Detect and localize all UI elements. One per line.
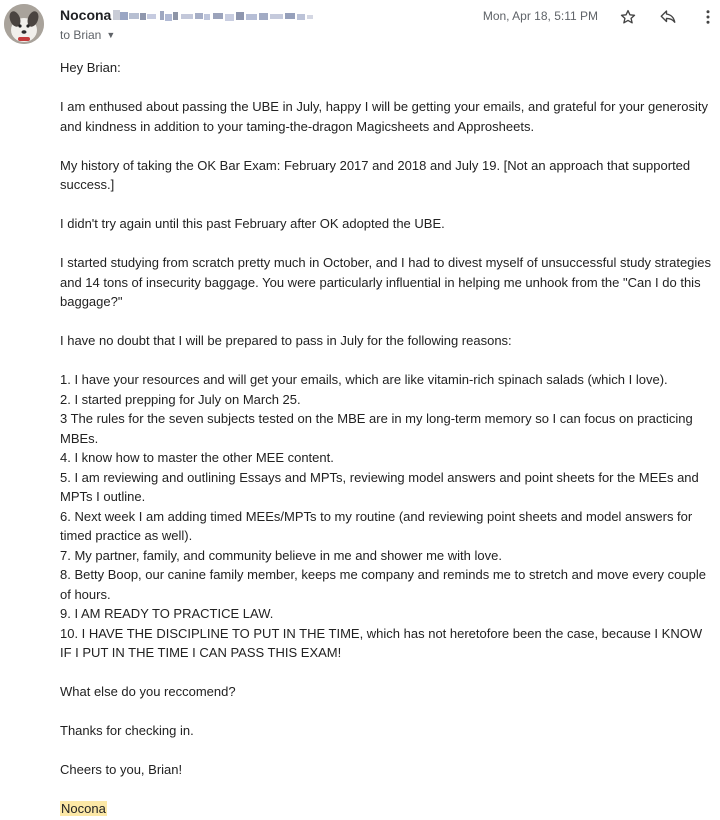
list-item: 7. My partner, family, and community believe in me and shower me with love. bbox=[60, 547, 502, 563]
list-item: 2. I started prepping for July on March 25. bbox=[60, 391, 301, 407]
reply-icon bbox=[659, 8, 677, 26]
paragraph: I have no doubt that I will be prepared to pass in July for the following reasons: bbox=[60, 333, 512, 348]
sender-name[interactable]: Nocona bbox=[60, 7, 112, 23]
message-date: Mon, Apr 18, 5:11 PM bbox=[482, 9, 598, 23]
list-item: 10. I HAVE THE DISCIPLINE TO PUT IN THE TIME, which has not heretofore been the case, because I KNOW IF I PUT IN THE TIME I CAN PASS THIS EXAM! bbox=[60, 625, 703, 660]
list-item: 8. Betty Boop, our canine family member, keeps me company and reminds me to stretch and move every couple of hours. bbox=[60, 567, 706, 602]
list-item: 3 The rules for the seven subjects tested on the MBE are in my long-term memory so I can focus on practicing MBEs. bbox=[60, 411, 693, 446]
message-body bbox=[60, 58, 712, 819]
paragraph: I didn't try again until this past February after OK adopted the UBE. bbox=[60, 216, 445, 231]
list-item: 5. I am reviewing and outlining Essays and MPTs, reviewing model answers and point sheets for the MEEs and MPTs I outline. bbox=[60, 469, 699, 504]
signature-line bbox=[60, 799, 712, 819]
recipient-line: to Brian bbox=[60, 28, 102, 42]
greeting: Hey Brian: bbox=[60, 60, 121, 75]
redacted-email-address bbox=[113, 10, 313, 22]
more-vert-icon bbox=[699, 8, 717, 26]
star-button[interactable] bbox=[617, 6, 639, 28]
question: What else do you reccomend? bbox=[60, 684, 236, 699]
paragraph: I started studying from scratch pretty much in October, and I had to divest myself of unsuccessful study strategies and 14 tons of insecurity baggage. You were particularly influential in helping me unhook from the "Can I do this baggage?" bbox=[60, 255, 712, 309]
more-options-button[interactable] bbox=[697, 6, 719, 28]
paragraph: My history of taking the OK Bar Exam: February 2017 and 2018 and July 19. [Not an approach that supported success.] bbox=[60, 157, 691, 192]
list-item: 6. Next week I am adding timed MEEs/MPTs to my routine (and reviewing point sheets and model answers for timed practice as well). bbox=[60, 508, 693, 543]
thanks-line: Thanks for checking in. bbox=[60, 723, 194, 738]
recipient-details-toggle[interactable] bbox=[60, 28, 115, 42]
paragraph: I am enthused about passing the UBE in July, happy I will be getting your emails, and grateful for your generosity and kindness in addition to your taming-the-dragon Magicsheets and Approsheets. bbox=[60, 99, 708, 134]
reply-button[interactable] bbox=[657, 6, 679, 28]
list-item: 1. I have your resources and will get your emails, which are like vitamin-rich spinach salads (which I love). bbox=[60, 372, 668, 387]
caret-down-icon: ▼ bbox=[106, 30, 116, 40]
closing-line: Cheers to you, Brian! bbox=[60, 762, 183, 777]
list-item: 9. I AM READY TO PRACTICE LAW. bbox=[60, 606, 274, 621]
list-item: 4. I know how to master the other MEE content. bbox=[60, 450, 334, 465]
sender-avatar[interactable] bbox=[4, 4, 44, 44]
star-icon bbox=[619, 8, 637, 26]
dog-photo-icon bbox=[4, 4, 44, 44]
signature: Nocona bbox=[61, 801, 106, 816]
